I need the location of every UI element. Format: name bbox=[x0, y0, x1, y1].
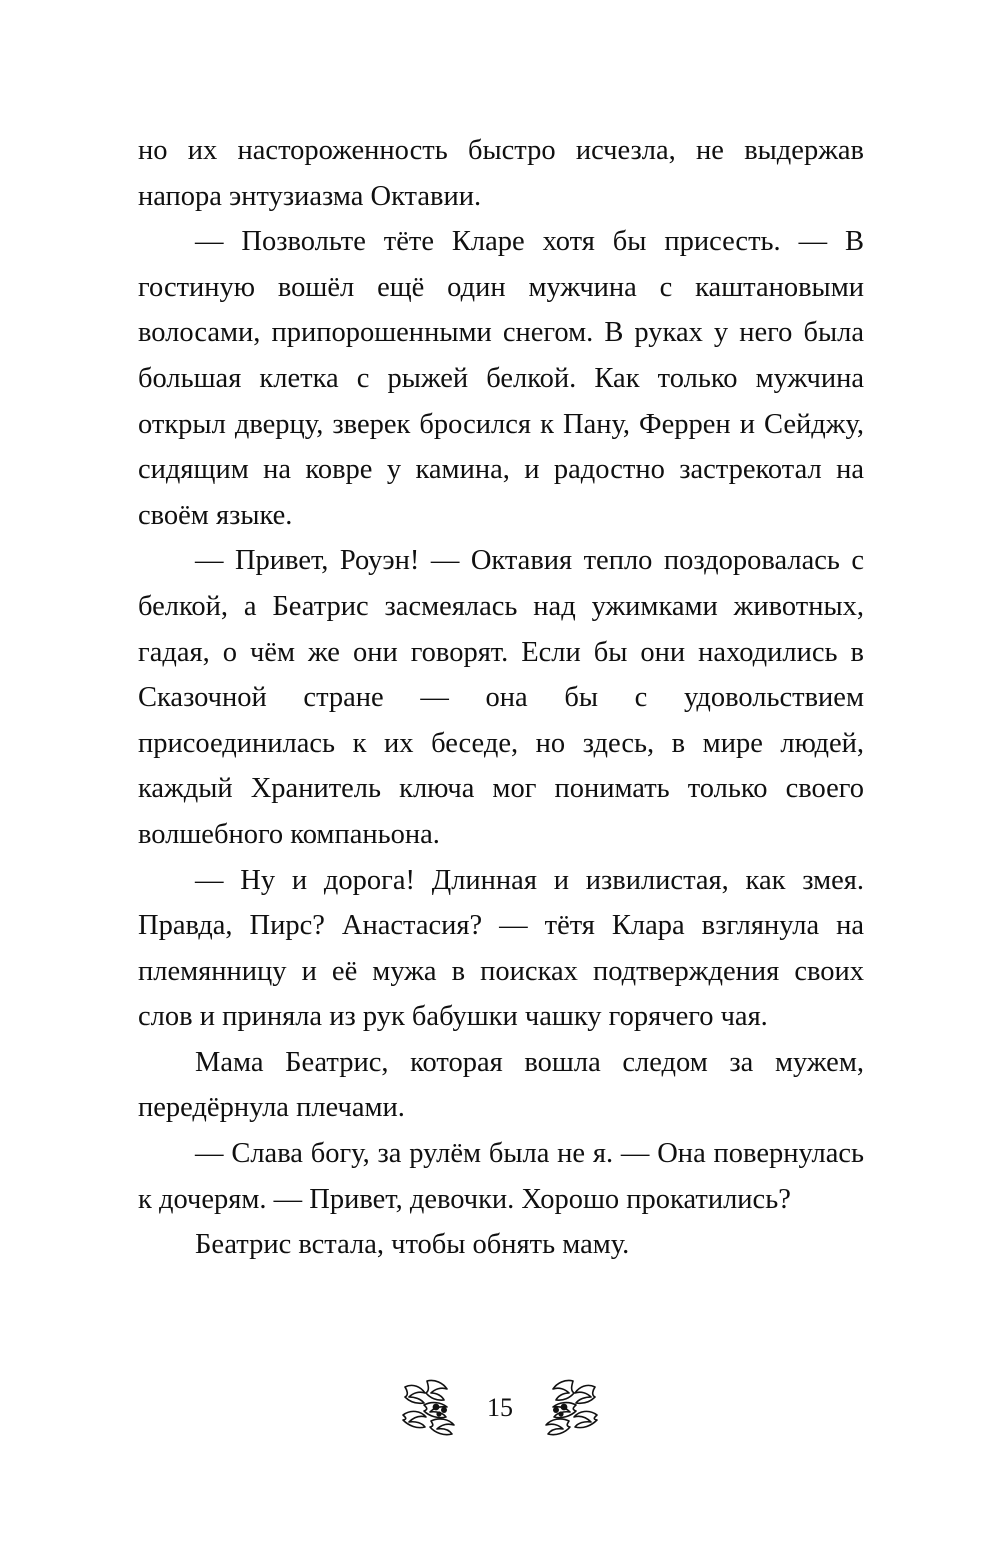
paragraph-6: — Слава богу, за рулём была не я. — Она повернулась к дочерям. — Привет, девочки. Хорошо прокатились? bbox=[138, 1138, 864, 1215]
page-text-body bbox=[138, 128, 864, 1268]
paragraph-1: но их настороженность быстро исчезла, не выдержав напора энтузиазма Октавии. bbox=[138, 135, 864, 212]
paragraph-7: Беатрис встала, чтобы обнять маму. bbox=[195, 1229, 630, 1261]
paragraph-3: — Привет, Роуэн! — Октавия тепло поздоровалась с белкой, а Беатрис засмеялась над ужимками животных, гадая, о чём же они говорят. Если бы они находились в Сказочной стране — она бы с удовольствием присоединилась к их беседе, но здесь, в мире людей, каждый Хранитель ключа мог понимать только своего волшебного компаньона. bbox=[138, 545, 864, 850]
page-footer bbox=[0, 1368, 1000, 1448]
paragraph-2: — Позвольте тёте Кларе хотя бы присесть. — В гостиную вошёл ещё один мужчина с каштановыми волосами, припорошенными снегом. В руках у него была большая клетка с рыжей белкой. Как только мужчина открыл дверцу, зверек бросился к Пану, Феррен и Сейджу, сидящим на ковре у камина, и радостно застрекотал на своём языке. bbox=[138, 226, 864, 531]
holly-sprig-icon bbox=[397, 1375, 471, 1441]
paragraph-4: — Ну и дорога! Длинная и извилистая, как змея. Правда, Пирс? Анастасия? — тётя Клара взглянула на племянницу и её мужа в поисках подтверждения своих слов и приняла из рук бабушки чашку горячего чая. bbox=[138, 864, 864, 1033]
holly-sprig-icon bbox=[529, 1375, 603, 1441]
page-number: 15 bbox=[487, 1393, 513, 1422]
paragraph-5: Мама Беатрис, которая вошла следом за мужем, передёрнула плечами. bbox=[138, 1046, 864, 1124]
